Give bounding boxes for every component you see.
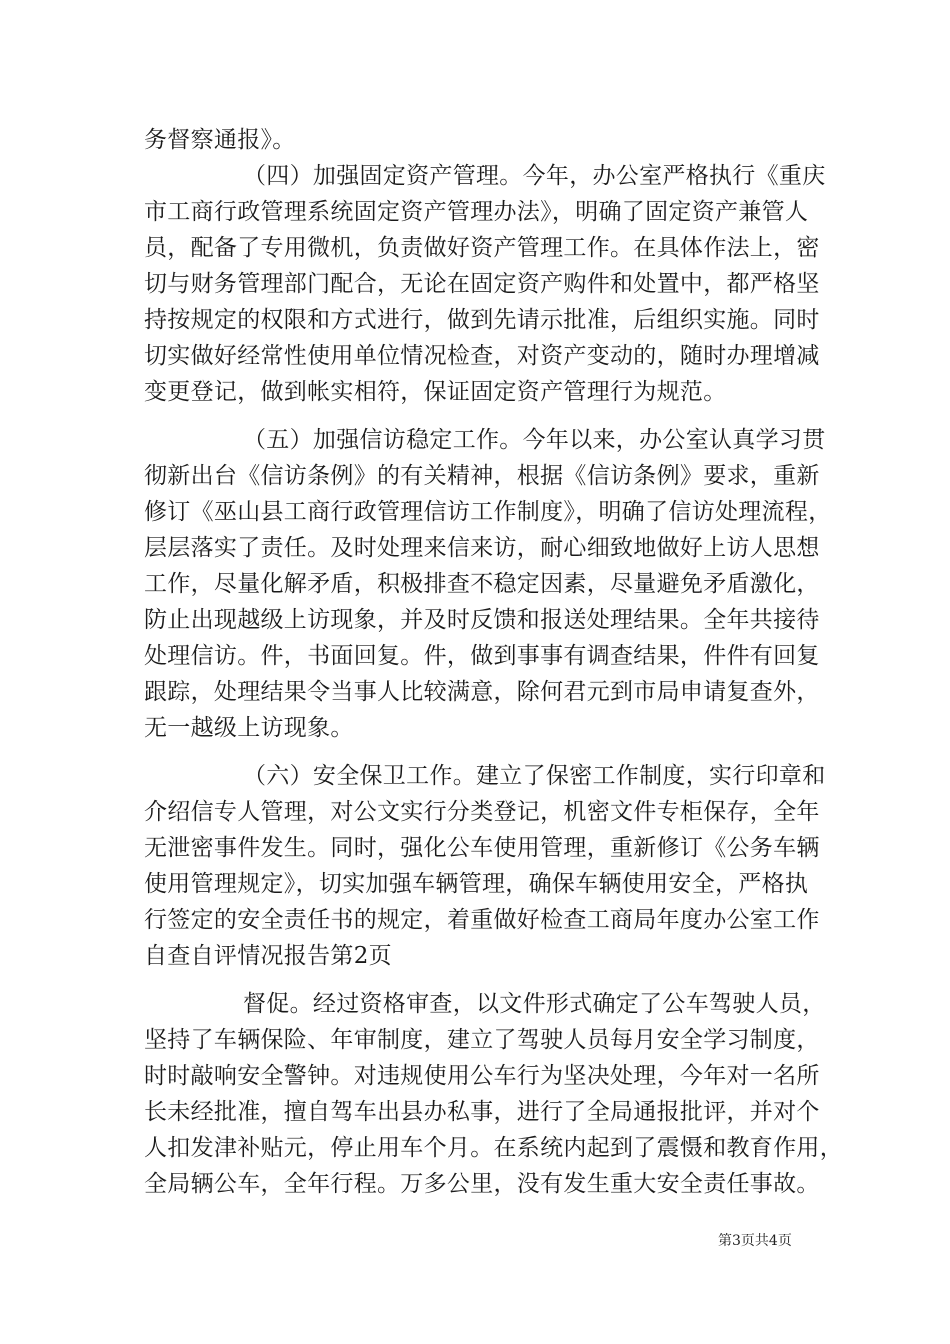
- page-number: 第3页共4页: [718, 1233, 792, 1249]
- paragraph-heading-5: （五）加强信访稳定工作。今年以来，办公室认真学习贯: [243, 427, 826, 453]
- paragraph-heading-6: （六）安全保卫工作。建立了保密工作制度，实行印章和: [243, 763, 826, 789]
- text-line: 修订《巫山县工商行政管理信访工作制度》，明确了信访处理流程，: [144, 499, 832, 525]
- text-line: 务督察通报》。: [144, 127, 296, 153]
- text-line: 防止出现越级上访现象，并及时反馈和报送处理结果。全年共接待: [144, 607, 820, 633]
- text-line: 长未经批准，擅自驾车出县办私事，进行了全局通报批评，并对个: [144, 1099, 820, 1125]
- text-line: 全局辆公车，全年行程。万多公里，没有发生重大安全责任事故。: [144, 1171, 820, 1197]
- text-line: 介绍信专人管理，对公文实行分类登记，机密文件专柜保存，全年: [144, 799, 820, 825]
- text-line: 人扣发津补贴元，停止用车个月。在系统内起到了震慑和教育作用，: [144, 1135, 843, 1161]
- text-line: 跟踪，处理结果令当事人比较满意，除何君元到市局申请复查外，: [144, 679, 820, 705]
- paragraph-heading-4: （四）加强固定资产管理。今年，办公室严格执行《重庆: [243, 163, 826, 189]
- text-line: 督促。经过资格审查，以文件形式确定了公车驾驶人员，: [243, 991, 826, 1017]
- text-line: 员，配备了专用微机，负责做好资产管理工作。在具体作法上，密: [144, 235, 820, 261]
- text-line: 行签定的安全责任书的规定，着重做好检查工商局年度办公室工作: [144, 907, 820, 933]
- text-line: 坚持了车辆保险、年审制度，建立了驾驶人员每月安全学习制度，: [144, 1027, 820, 1053]
- text-line: 无泄密事件发生。同时，强化公车使用管理，重新修订《公务车辆: [144, 835, 820, 861]
- text-line: 市工商行政管理系统固定资产管理办法》，明确了固定资产兼管人: [144, 199, 809, 225]
- text-line: 切与财务管理部门配合，无论在固定资产购件和处置中，都严格坚: [144, 271, 820, 297]
- text-line: 层层落实了责任。及时处理来信来访，耐心细致地做好上访人思想: [144, 535, 820, 561]
- text-line: 切实做好经常性使用单位情况检查，对资产变动的，随时办理增减: [144, 343, 820, 369]
- text-line: 使用管理规定》，切实加强车辆管理，确保车辆使用安全，严格执: [144, 871, 809, 897]
- text-line: 彻新出台《信访条例》的有关精神，根据《信访条例》要求，重新: [144, 463, 820, 489]
- text-line: 持按规定的权限和方式进行，做到先请示批准，后组织实施。同时: [144, 307, 820, 333]
- text-line: 处理信访。件，书面回复。件，做到事事有调查结果，件件有回复: [144, 643, 820, 669]
- text-line: 变更登记，做到帐实相符，保证固定资产管理行为规范。: [144, 379, 727, 405]
- text-line: 工作，尽量化解矛盾，积极排查不稳定因素，尽量避免矛盾激化，: [144, 571, 820, 597]
- text-line: 无一越级上访现象。: [144, 715, 354, 741]
- text-line: 时时敲响安全警钟。对违规使用公车行为坚决处理，今年对一名所: [144, 1063, 820, 1089]
- text-line: 自查自评情况报告第2页: [144, 943, 392, 969]
